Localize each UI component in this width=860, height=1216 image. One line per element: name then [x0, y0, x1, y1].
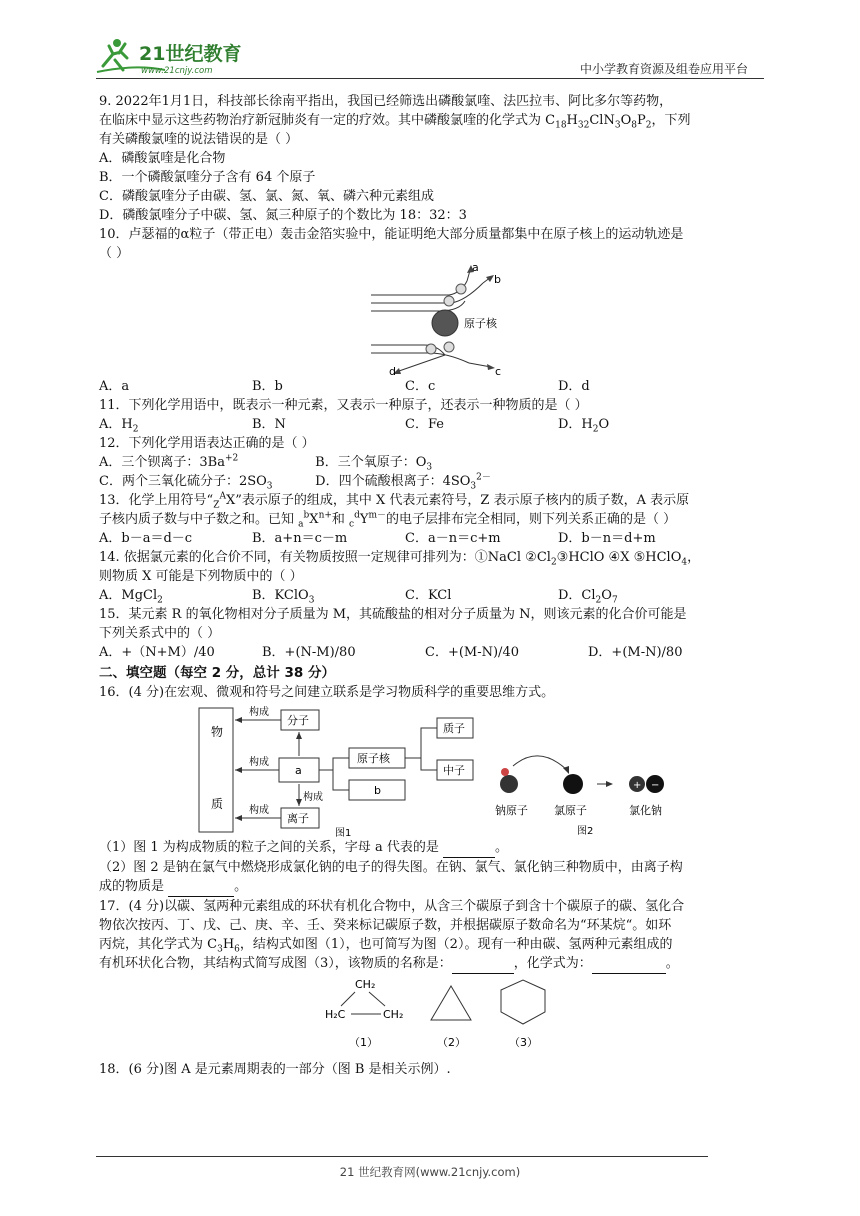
q15-stem-line2: 下列关系式中的（ ） [99, 626, 221, 641]
exam-content [99, 92, 767, 1079]
fig1-ch2-right: CH₂ [383, 1008, 404, 1021]
q11-option-b: B．N [252, 417, 286, 432]
q13-stem-line1: 13．化学上用符号“$_Z^AX$”表示原子的组成，其中 X 代表元素符号，Z 表示原子核内的质子数，A 表示原 [99, 491, 690, 511]
q11-options [99, 415, 767, 434]
q12-options-cd [99, 472, 767, 491]
path-label-c: c [495, 365, 502, 377]
q16-sub2-line2: 成的物质是 。 [99, 877, 767, 897]
fig1-goucheng-4: 构成 [249, 805, 269, 816]
q10-options [99, 377, 767, 396]
q14-option-b: B．KClO$_3$ [252, 588, 315, 606]
fig2-na-label: 钠原子 [495, 804, 528, 817]
site-logo [95, 36, 265, 78]
header-platform-name: 中小学教育资源及组卷应用平台 [580, 62, 749, 76]
q9-stem-line1: 9. 2022年1月1日，科技部长徐南平指出，我国已经筛选出磷酸氯喹、法匹拉韦、阿比多尔等药物， [99, 94, 673, 109]
q9-stem-line2: 在临床中显示这些药物治疗新冠肺炎有一定的疗效。其中磷酸氯喹的化学式为 $C_{18}H_{32}ClN_3O_8P_2$，下列 [99, 113, 691, 131]
logo-text: 21世纪教育 [139, 43, 242, 65]
q15-option-c: C．+(M-N)/40 [425, 645, 519, 660]
q13-option-b: B．a+n＝c－m [252, 531, 348, 546]
fig1-zhongzi: 中子 [443, 764, 465, 777]
q10-option-d: D．d [558, 379, 590, 394]
q12-option-d: D．四个硫酸根离子：$4SO_3^{2-}$ [315, 472, 491, 492]
q15-option-d: D．+(M-N)/80 [588, 645, 683, 660]
q12-options-ab [99, 453, 767, 472]
q16-blank-1[interactable] [443, 838, 495, 858]
fig-caption-1: （1） [349, 1036, 378, 1049]
q17-figures [99, 974, 767, 1054]
q12-stem: 12．下列化学用语表达正确的是（ ） [99, 436, 315, 451]
q11-option-a: A．$H_2$ [99, 417, 139, 435]
q16-figures [99, 702, 767, 838]
fig-caption-2: （2） [437, 1036, 466, 1049]
path-label-a: a [472, 263, 479, 274]
fig2-nacl-label: 氯化钠 [629, 804, 662, 817]
q13-options [99, 529, 767, 548]
q14-option-c: C．KCl [405, 588, 452, 603]
q17-stem-line4: 有机环状化合物，其结构式简写成图（3），该物质的名称是： ，化学式为： 。 [99, 954, 767, 974]
section-2-heading: 二、填空题（每空 2 分，总计 38 分） [99, 665, 335, 681]
q17-stem-line3: 丙烷，其化学式为 $C_3H_6$，结构式如图（1），也可简写为图（2）。现有一种由碳、氢两种元素组成的 [99, 937, 673, 955]
q9-stem-line3: 有关磷酸氯喹的说法错误的是（ ） [99, 132, 299, 147]
q16-blank-2[interactable] [168, 877, 234, 897]
q17-blank-name[interactable] [452, 954, 514, 974]
fig1-wu: 物 [211, 725, 224, 739]
q10-figure [99, 263, 767, 377]
q15-stem-line1: 15．某元素 R 的氧化物相对分子质量为 M，其硫酸盐的相对分子质量为 N，则该元素的化合价可能是 [99, 607, 687, 622]
fig1-goucheng-1: 构成 [249, 707, 269, 718]
q13-option-c: C．a－n＝c+m [405, 531, 501, 546]
fig1-zhizi: 质子 [443, 722, 465, 735]
fig1-a: a [295, 764, 302, 777]
nucleus-circle [432, 310, 458, 336]
q9-option-b: B．一个磷酸氯喹分子含有 64 个原子 [99, 170, 316, 185]
fig1-yuanzihe: 原子核 [357, 752, 390, 765]
q17-blank-formula[interactable] [592, 954, 666, 974]
footer-divider [96, 1156, 708, 1157]
q12-option-b: B．三个氧原子：$O_3$ [315, 455, 433, 473]
fig2-caption: 图2 [577, 826, 594, 837]
fig1-caption: 图1 [335, 828, 352, 838]
header-divider [96, 78, 764, 79]
fig1-ch2-top: CH₂ [355, 978, 376, 991]
q14-stem-line1: 14. 依据氯元素的化合价不同，有关物质按照一定规律可排列为：①NaCl $②Cl_2③HClO$ ④X ⑤HClO$_4$， [99, 550, 701, 568]
q12-option-c: C．两个三氧化硫分子：$2SO_3$ [99, 474, 273, 492]
path-label-b: b [494, 273, 501, 286]
q10-stem-line1: 10．卢瑟福的α粒子（带正电）轰击金箔实验中，能证明绝大部分质量都集中在原子核上的运动轨迹是 [99, 227, 684, 242]
nucleus-label: 原子核 [464, 317, 497, 330]
footer-text: 21 世纪教育网(www.21cnjy.com) [339, 1165, 521, 1179]
q10-option-c: C．c [405, 379, 436, 394]
q9-option-a: A．磷酸氯喹是化合物 [99, 151, 226, 166]
svg-text:−: − [651, 780, 660, 791]
fig1-zhi: 质 [211, 797, 224, 811]
svg-text:+: + [633, 780, 642, 791]
q11-option-d: D．$H_2O$ [558, 417, 610, 435]
fig2-cl-label: 氯原子 [554, 804, 587, 817]
q17-stem-line1: 17．(4 分)以碳、氢两种元素组成的环状有机化合物中，从含三个碳原子到含十个碳原子的碳、氢化合 [99, 899, 685, 914]
q9-option-d: D．磷酸氯喹分子中碳、氢、氮三种原子的个数比为 18：32：3 [99, 208, 467, 223]
q13-stem-line2: 子核内质子数与中子数之和。已知 $_a^bX^{n+}$和 $_c^dY^{m-}$的电子层排布完全相同，则下列关系正确的是（ ） [99, 510, 677, 530]
q11-stem: 11．下列化学用语中，既表示一种元素，又表示一种原子，还表示一种物质的是（ ） [99, 398, 588, 413]
q10-option-b: B．b [252, 379, 283, 394]
fig1-goucheng-2: 构成 [249, 757, 269, 768]
q15-option-a: A．+（N+M）/40 [99, 645, 215, 660]
q13-option-d: D．b－n＝d+m [558, 531, 656, 546]
q13-option-a: A．b－a＝d－c [99, 531, 193, 546]
q14-options [99, 586, 767, 605]
fig1-lizi: 离子 [287, 812, 309, 825]
q11-option-c: C．Fe [405, 417, 444, 432]
path-label-d: d [389, 365, 396, 377]
fig1-b: b [374, 784, 381, 797]
fig1-goucheng-3: 构成 [303, 792, 323, 803]
q16-sub1: （1）图 1 为构成物质的粒子之间的关系，字母 a 代表的是 。 [99, 838, 767, 858]
q14-stem-line2: 则物质 X 可能是下列物质中的（ ） [99, 569, 303, 584]
q17-stem-line2: 物依次按丙、丁、戊、己、庚、辛、壬、癸来标记碳原子数，并根据碳原子数命名为“环某烷“。如环 [99, 918, 672, 933]
fig1-h2c: H₂C [325, 1008, 346, 1021]
q15-options [99, 643, 767, 662]
q14-option-a: A．MgCl$_2$ [99, 588, 163, 606]
q9-option-c: C．磷酸氯喹分子由碳、氢、氯、氮、氧、磷六种元素组成 [99, 189, 434, 204]
q16-stem: 16．(4 分)在宏观、微观和符号之间建立联系是学习物质科学的重要思维方式。 [99, 685, 555, 700]
fig1-fenzi: 分子 [287, 714, 309, 727]
q15-option-b: B．+(N-M)/80 [262, 645, 356, 660]
q12-option-a: A．三个钡离子：$3Ba^{+2}$ [99, 453, 239, 470]
q14-option-d: D．$Cl_2O_7$ [558, 588, 618, 606]
q10-option-a: A．a [99, 379, 130, 394]
fig-caption-3: （3） [509, 1036, 538, 1049]
q10-stem-line2: （ ） [99, 246, 130, 261]
q16-sub2-line1: （2）图 2 是钠在氯气中燃烧形成氯化钠的电子的得失图。在钠、氯气、氯化钠三种物质中，由离子构 [99, 860, 683, 875]
q18-stem: 18．(6 分)图 A 是元素周期表的一部分（图 B 是相关示例）. [99, 1062, 451, 1077]
logo-url: www.21cnjy.com [141, 66, 213, 76]
